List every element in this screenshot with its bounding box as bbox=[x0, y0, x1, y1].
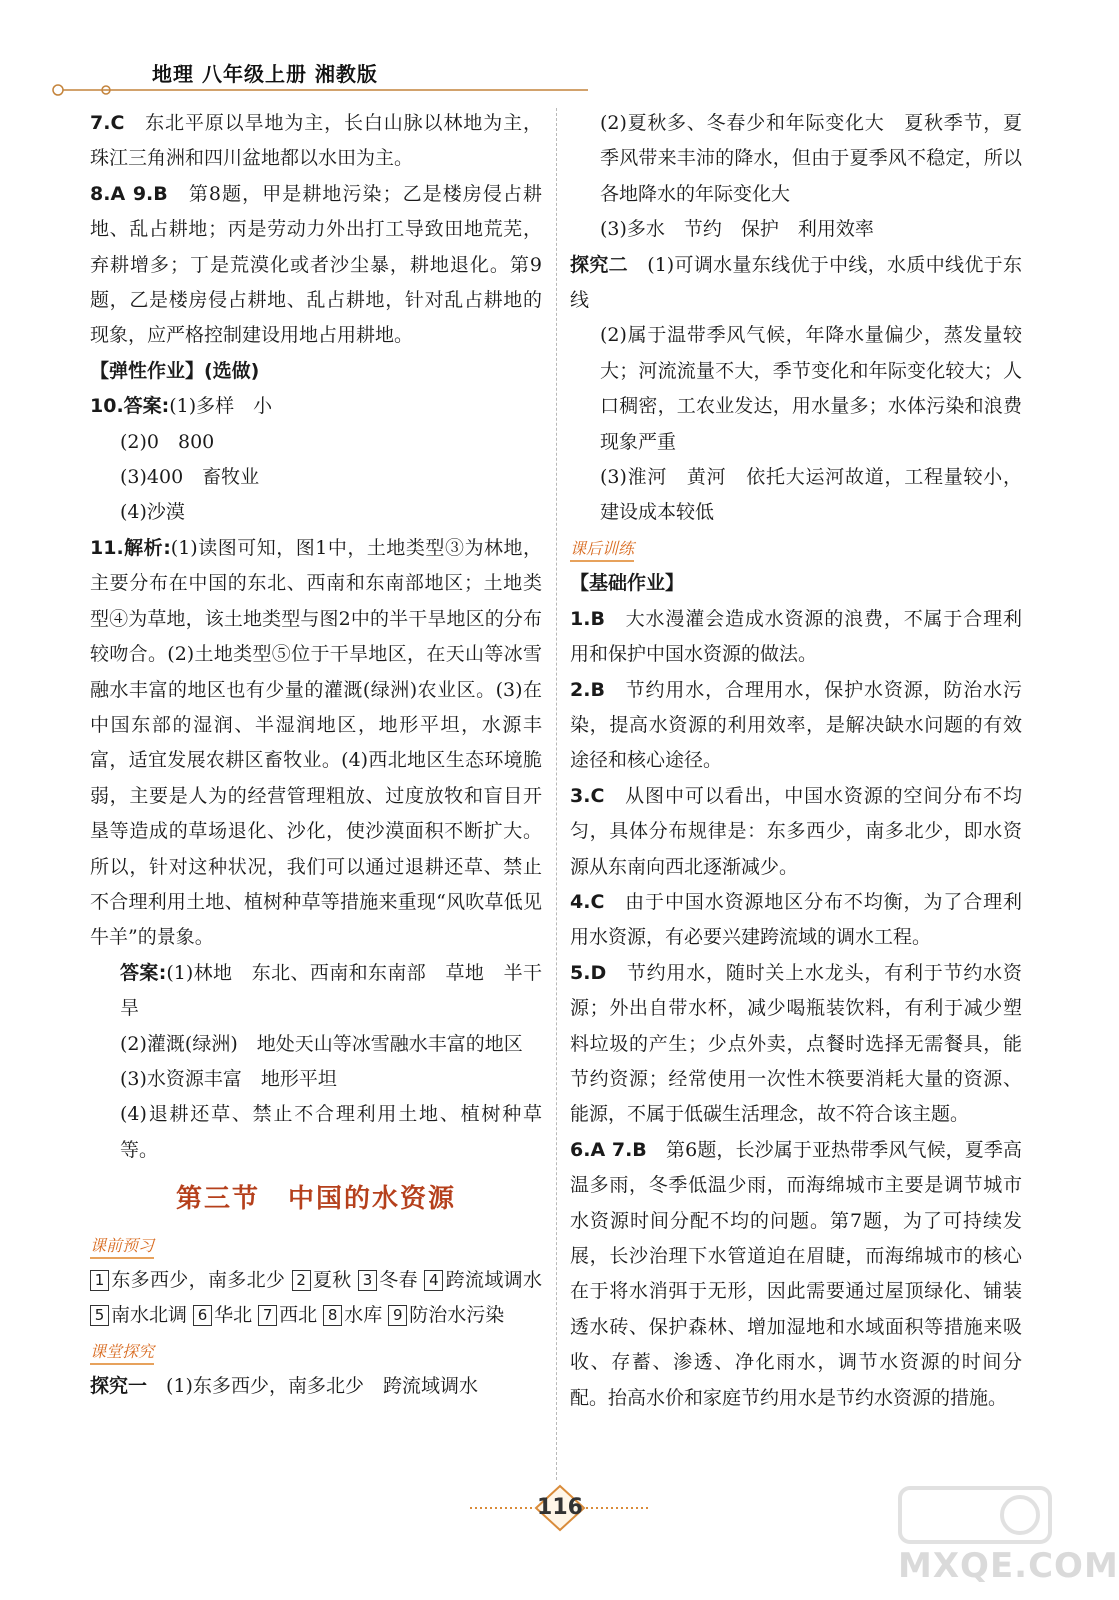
class-explore-tag: 课堂探究 bbox=[90, 1341, 154, 1365]
preview-answers: 1 东多西少，南多北少 2 夏秋 3 冬春 4 跨流域调水 5 南水北调 6 华北 7 西北 8 水库 9 防治水污染 bbox=[90, 1263, 542, 1334]
answer-8-9: 8.A 9.B 第8题，甲是耕地污染；乙是楼房侵占耕地、乱占耕地；丙是劳动力外出打工导致田地荒芜，弃耕增多；丁是荒漠化或者沙尘暴，耕地退化。第9题，乙是楼房侵占耕地、乱占耕地，针对乱占耕地的现象，应严格控制建设用地占用耕地。 bbox=[90, 182, 542, 347]
watermark-text: MXQE.COM bbox=[898, 1546, 1119, 1586]
right-column bbox=[570, 106, 1022, 1416]
site-watermark bbox=[880, 1480, 1119, 1590]
basic-answer-3: 3.C 从图中可以看出，中国水资源的空间分布不均匀，具体分布规律是：东多西少，南多北少，即水资源从东南向西北逐渐减少。 bbox=[570, 784, 1022, 878]
section-title: 第三节 中国的水资源 bbox=[175, 1184, 456, 1215]
basic-homework-heading: 【基础作业】 bbox=[570, 572, 685, 595]
page-header bbox=[0, 0, 1093, 110]
answer-7: 7.C 东北平原以旱地为主，长白山脉以林地为主，珠江三角洲和四川盆地都以水田为主。 bbox=[90, 112, 542, 170]
page-footer bbox=[470, 1483, 650, 1533]
basic-answer-6-7: 6.A 7.B 第6题，长沙属于亚热带季风气候，夏季高温多雨，冬季低温少雨，而海绵城市主要是调节城市水资源时间分配不均的问题。第7题，为了可持续发展，长沙治理下水管道迫在眉睫，而海绵城市的核心在于将水消弭于无形，因此需要通过屋顶绿化、铺装透水砖、保护森林、增加湿地和水域面积等措施来吸收、存蓄、渗透、净化雨水，调节水资源的时间分配。抬高水价和家庭节约用水是节约水资源的措施。 bbox=[570, 1138, 1022, 1409]
basic-answer-1: 1.B 大水漫灌会造成水资源的浪费，不属于合理利用和保护中国水资源的做法。 bbox=[570, 607, 1022, 666]
left-column bbox=[90, 106, 542, 1405]
explore-1-2: (2)夏秋多、冬春少和年际变化大 夏秋季节，夏季风带来丰沛的降水，但由于夏季风不稳定，所以各地降水的年际变化大 bbox=[600, 112, 1022, 205]
book-title: 地理 八年级上册 湘教版 bbox=[152, 62, 378, 86]
answer-11-4: (4)退耕还草、禁止不合理利用土地、植树种草等。 bbox=[120, 1103, 542, 1161]
watermark-logo bbox=[880, 1480, 1080, 1550]
answer-11-analysis: 11.解析:(1)读图可知，图1中，土地类型③为林地，主要分布在中国的东北、西南和东南部地区；土地类型④为草地，该土地类型与图2中的半干旱地区的分布较吻合。(2)土地类型⑤位于干旱地区，在天山等冰雪融水丰富的地区也有少量的灌溉(绿洲)农业区。(3)在中国东部的湿润、半湿润地区，地形平坦，水源丰富，适宜发展农耕区畜牧业。(4)西北地区生态环境脆弱，主要是人为的经营管理粗放、过度放牧和盲目开垦等造成的草场退化、沙化，使沙漠面积不断扩大。所以，针对这种状况，我们可以通过退耕还草、禁止不合理利用土地、植树种草等措施来重现“风吹草低见牛羊”的景象。 bbox=[90, 536, 542, 949]
answer-10-2: (2)0 800 bbox=[120, 430, 215, 453]
preview-tag: 课前预习 bbox=[90, 1235, 154, 1259]
page-number: 116 bbox=[537, 1495, 583, 1520]
explore-2-3: (3)淮河 黄河 依托大运河故道，工程量较小，建设成本较低 bbox=[600, 466, 1022, 524]
after-class-tag: 课后训练 bbox=[570, 538, 634, 562]
explore-1-3: (3)多水 节约 保护 利用效率 bbox=[600, 218, 874, 241]
basic-answer-4: 4.C 由于中国水资源地区分布不均衡，为了合理利用水资源，有必要兴建跨流域的调水工程。 bbox=[570, 890, 1022, 949]
header-rule bbox=[48, 80, 608, 100]
answer-10-4: (4)沙漠 bbox=[120, 501, 185, 524]
column-divider bbox=[556, 108, 557, 1480]
answer-10: 10.答案:(1)多样 小 bbox=[90, 395, 273, 418]
answer-11-3: (3)水资源丰富 地形平坦 bbox=[120, 1067, 337, 1090]
elastic-homework-heading: 【弹性作业】(选做) bbox=[90, 359, 260, 382]
answer-10-3: (3)400 畜牧业 bbox=[120, 466, 260, 489]
explore-2: 探究二 (1)可调水量东线优于中线，水质中线优于东线 bbox=[570, 253, 1022, 312]
explore-2-2: (2)属于温带季风气候，年降水量偏少，蒸发量较大；河流流量不大，季节变化和年际变化较大；人口稠密，工农业发达，用水量多；水体污染和浪费现象严重 bbox=[600, 324, 1022, 453]
explore-1: 探究一 (1)东多西少，南多北少 跨流域调水 bbox=[90, 1375, 478, 1398]
basic-answer-5: 5.D 节约用水，随时关上水龙头，有利于节约水资源；外出自带水杯，减少喝瓶装饮料，有利于减少塑料垃圾的产生；少点外卖，点餐时选择无需餐具，能节约资源；经常使用一次性木筷要消耗大量的资源、能源，不属于低碳生活理念，故不符合该主题。 bbox=[570, 961, 1022, 1126]
basic-answer-2: 2.B 节约用水，合理用水，保护水资源，防治水污染，提高水资源的利用效率，是解决缺水问题的有效途径和核心途径。 bbox=[570, 678, 1022, 772]
answer-11-2: (2)灌溉(绿洲) 地处天山等冰雪融水丰富的地区 bbox=[120, 1032, 523, 1055]
answer-11-answer: 答案:(1)林地 东北、西南和东南部 草地 半干旱 bbox=[120, 961, 542, 1020]
